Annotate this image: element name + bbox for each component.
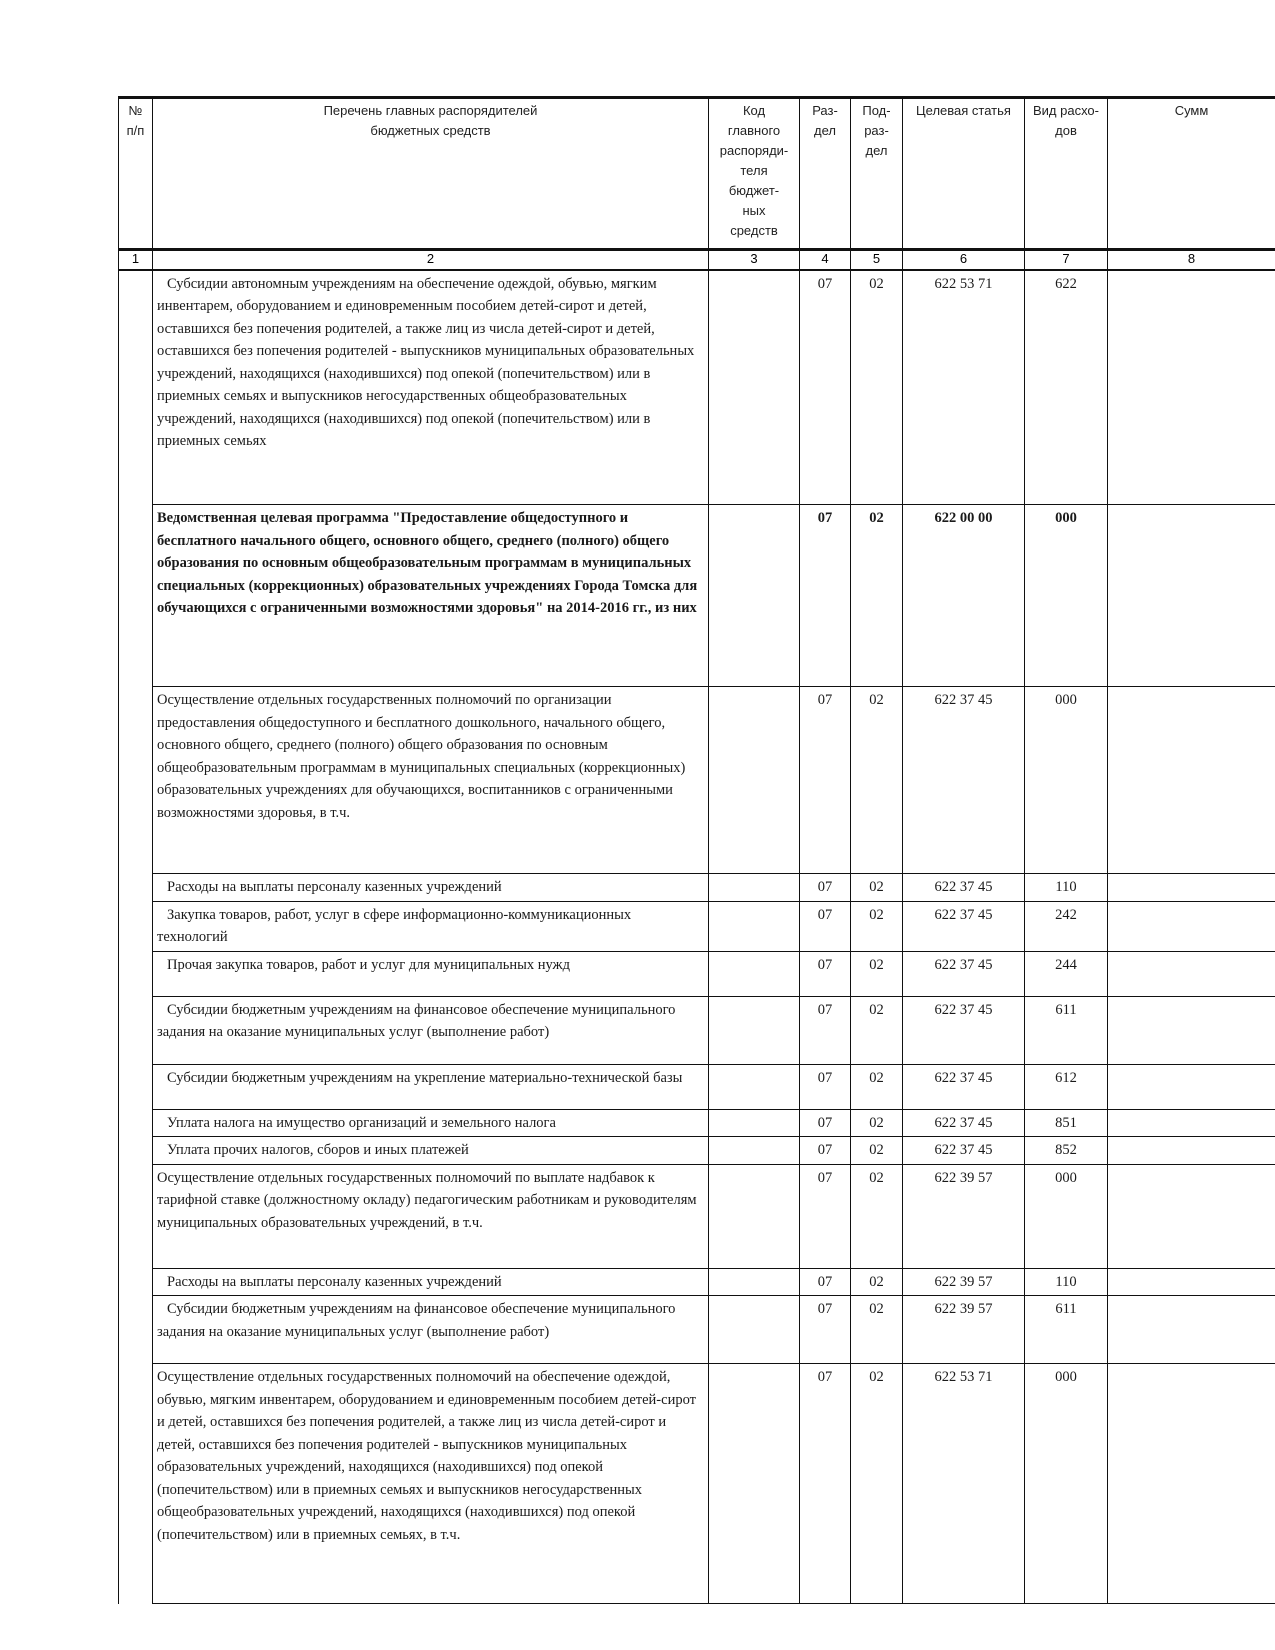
row-description: Уплата налога на имущество организаций и земельного налога — [153, 1109, 709, 1137]
row-number-cell — [119, 1109, 153, 1137]
row-target-article: 622 37 45 — [903, 901, 1025, 951]
row-expense-type: 852 — [1025, 1137, 1108, 1165]
row-target-article: 622 37 45 — [903, 1137, 1025, 1165]
table-row — [119, 1064, 1275, 1109]
row-subsection: 02 — [851, 505, 903, 687]
row-number-cell — [119, 1164, 153, 1268]
row-subsection: 02 — [851, 270, 903, 505]
row-number-cell — [119, 1364, 153, 1604]
header-sum: Сумм — [1108, 98, 1275, 250]
row-expense-type: 110 — [1025, 1268, 1108, 1296]
row-expense-type: 242 — [1025, 901, 1108, 951]
row-number-cell — [119, 874, 153, 902]
row-subsection: 02 — [851, 1109, 903, 1137]
row-distributor-code — [709, 1164, 800, 1268]
row-distributor-code — [709, 1064, 800, 1109]
table-header-row — [119, 98, 1275, 250]
row-target-article: 622 37 45 — [903, 687, 1025, 874]
row-section: 07 — [800, 1268, 851, 1296]
row-description: Уплата прочих налогов, сборов и иных платежей — [153, 1137, 709, 1165]
row-distributor-code — [709, 901, 800, 951]
column-number: 6 — [903, 250, 1025, 270]
row-subsection: 02 — [851, 1064, 903, 1109]
row-section: 07 — [800, 1296, 851, 1364]
header-number: № п/п — [119, 98, 153, 250]
row-expense-type: 611 — [1025, 996, 1108, 1064]
row-distributor-code — [709, 270, 800, 505]
row-number-cell — [119, 951, 153, 996]
row-expense-type: 110 — [1025, 874, 1108, 902]
row-target-article: 622 39 57 — [903, 1268, 1025, 1296]
column-number-row — [119, 250, 1275, 270]
row-distributor-code — [709, 874, 800, 902]
row-target-article: 622 53 71 — [903, 270, 1025, 505]
row-sum — [1108, 270, 1275, 505]
row-description: Субсидии бюджетным учреждениям на укрепление материально-технической базы — [153, 1064, 709, 1109]
row-section: 07 — [800, 505, 851, 687]
row-description: Осуществление отдельных государственных полномочий на обеспечение одеждой, обувью, мягким инвентарем, оборудованием и единовременным пособием детей-сирот и детей, оставшихся без попечения родителей, а также лиц из числа детей-сирот и детей, оставшихся без попечения родителей - выпускников муниципальных образовательных учреждений, находящихся (находившихся) под опекой (попечительством) или в приемных семьях и выпускников негосударственных общеобразовательных учреждений, находящихся (находившихся) под опекой (попечительством) или в приемных семьях, в т.ч. — [153, 1364, 709, 1604]
column-number: 2 — [153, 250, 709, 270]
header-target-article: Целевая статья — [903, 98, 1025, 250]
row-expense-type: 622 — [1025, 270, 1108, 505]
row-description: Закупка товаров, работ, услуг в сфере информационно-коммуникационных технологий — [153, 901, 709, 951]
row-sum — [1108, 1137, 1275, 1165]
row-subsection: 02 — [851, 687, 903, 874]
row-section: 07 — [800, 1109, 851, 1137]
row-section: 07 — [800, 874, 851, 902]
row-subsection: 02 — [851, 996, 903, 1064]
row-expense-type: 000 — [1025, 1164, 1108, 1268]
row-target-article: 622 00 00 — [903, 505, 1025, 687]
row-sum — [1108, 1364, 1275, 1604]
row-target-article: 622 53 71 — [903, 1364, 1025, 1604]
row-number-cell — [119, 270, 153, 505]
row-description: Расходы на выплаты персоналу казенных учреждений — [153, 874, 709, 902]
row-expense-type: 612 — [1025, 1064, 1108, 1109]
row-section: 07 — [800, 687, 851, 874]
header-expense-type: Вид расхо- дов — [1025, 98, 1108, 250]
row-sum — [1108, 901, 1275, 951]
row-sum — [1108, 1268, 1275, 1296]
row-number-cell — [119, 687, 153, 874]
row-expense-type: 851 — [1025, 1109, 1108, 1137]
row-number-cell — [119, 505, 153, 687]
row-sum — [1108, 951, 1275, 996]
table-row — [119, 874, 1275, 902]
table-row — [119, 951, 1275, 996]
row-number-cell — [119, 1064, 153, 1109]
header-distributors: Перечень главных распорядителей бюджетных средств — [153, 98, 709, 250]
row-target-article: 622 37 45 — [903, 874, 1025, 902]
row-subsection: 02 — [851, 1164, 903, 1268]
header-section: Раз- дел — [800, 98, 851, 250]
row-distributor-code — [709, 505, 800, 687]
row-target-article: 622 37 45 — [903, 996, 1025, 1064]
row-expense-type: 244 — [1025, 951, 1108, 996]
row-section: 07 — [800, 901, 851, 951]
row-subsection: 02 — [851, 951, 903, 996]
row-distributor-code — [709, 951, 800, 996]
row-distributor-code — [709, 1137, 800, 1165]
row-sum — [1108, 1064, 1275, 1109]
row-target-article: 622 37 45 — [903, 1109, 1025, 1137]
row-section: 07 — [800, 1164, 851, 1268]
row-section: 07 — [800, 996, 851, 1064]
row-subsection: 02 — [851, 1296, 903, 1364]
row-sum — [1108, 1296, 1275, 1364]
row-subsection: 02 — [851, 1268, 903, 1296]
table-row — [119, 1137, 1275, 1165]
table-body — [119, 270, 1275, 1604]
row-description: Субсидии бюджетным учреждениям на финансовое обеспечение муниципального задания на оказание муниципальных услуг (выполнение работ) — [153, 996, 709, 1064]
row-description: Прочая закупка товаров, работ и услуг для муниципальных нужд — [153, 951, 709, 996]
row-sum — [1108, 1164, 1275, 1268]
row-section: 07 — [800, 1064, 851, 1109]
table-row — [119, 687, 1275, 874]
row-target-article: 622 37 45 — [903, 951, 1025, 996]
row-subsection: 02 — [851, 1364, 903, 1604]
row-distributor-code — [709, 996, 800, 1064]
table-row — [119, 270, 1275, 505]
row-section: 07 — [800, 951, 851, 996]
row-expense-type: 000 — [1025, 687, 1108, 874]
table-row — [119, 1268, 1275, 1296]
row-sum — [1108, 874, 1275, 902]
table-row — [119, 1296, 1275, 1364]
row-number-cell — [119, 996, 153, 1064]
row-description: Ведомственная целевая программа "Предоставление общедоступного и бесплатного начального общего, основного общего, среднего (полного) общего образования по основным общеобразовательным программам в муниципальных специальных (коррекционных) образовательных учреждениях Города Томска для обучающихся с ограниченными возможностями здоровья" на 2014-2016 гг., из них — [153, 505, 709, 687]
budget-table — [118, 96, 1275, 1604]
table-row — [119, 996, 1275, 1064]
column-number: 1 — [119, 250, 153, 270]
table-row — [119, 901, 1275, 951]
column-number: 3 — [709, 250, 800, 270]
table-row — [119, 505, 1275, 687]
row-section: 07 — [800, 1364, 851, 1604]
row-distributor-code — [709, 1268, 800, 1296]
row-section: 07 — [800, 270, 851, 505]
row-section: 07 — [800, 1137, 851, 1165]
row-sum — [1108, 505, 1275, 687]
budget-table-page — [118, 96, 1275, 1604]
row-description: Субсидии бюджетным учреждениям на финансовое обеспечение муниципального задания на оказание муниципальных услуг (выполнение работ) — [153, 1296, 709, 1364]
row-distributor-code — [709, 1109, 800, 1137]
row-expense-type: 611 — [1025, 1296, 1108, 1364]
row-subsection: 02 — [851, 1137, 903, 1165]
table-row — [119, 1364, 1275, 1604]
row-sum — [1108, 1109, 1275, 1137]
column-number: 5 — [851, 250, 903, 270]
column-number: 4 — [800, 250, 851, 270]
row-sum — [1108, 996, 1275, 1064]
row-target-article: 622 37 45 — [903, 1064, 1025, 1109]
row-expense-type: 000 — [1025, 505, 1108, 687]
row-expense-type: 000 — [1025, 1364, 1108, 1604]
column-number: 8 — [1108, 250, 1275, 270]
row-number-cell — [119, 901, 153, 951]
row-target-article: 622 39 57 — [903, 1164, 1025, 1268]
row-description: Осуществление отдельных государственных полномочий по организации предоставления общедоступного и бесплатного дошкольного, начального общего, основного общего, среднего (полного) общего образования по основным общеобразовательным программам в муниципальных специальных (коррекционных) образовательных учреждениях для обучающихся, воспитанников с ограниченными возможностями здоровья, в т.ч. — [153, 687, 709, 874]
column-number: 7 — [1025, 250, 1108, 270]
row-subsection: 02 — [851, 901, 903, 951]
row-number-cell — [119, 1296, 153, 1364]
row-number-cell — [119, 1137, 153, 1165]
row-description: Субсидии автономным учреждениям на обеспечение одеждой, обувью, мягким инвентарем, оборудованием и единовременным пособием детей-сирот и детей, оставшихся без попечения родителей, а также лиц из числа детей-сирот и детей, оставшихся без попечения родителей - выпускников муниципальных образовательных учреждений, находящихся (находившихся) под опекой (попечительством) или в приемных семьях и выпускников негосударственных общеобразовательных учреждений, находящихся (находившихся) под опекой (попечительством) или в приемных семьях — [153, 270, 709, 505]
row-distributor-code — [709, 1296, 800, 1364]
row-target-article: 622 39 57 — [903, 1296, 1025, 1364]
row-description: Расходы на выплаты персоналу казенных учреждений — [153, 1268, 709, 1296]
header-subsection: Под- раз- дел — [851, 98, 903, 250]
header-distributor-code: Код главного распоряди- теля бюджет- ных средств — [709, 98, 800, 250]
row-number-cell — [119, 1268, 153, 1296]
row-distributor-code — [709, 1364, 800, 1604]
row-distributor-code — [709, 687, 800, 874]
table-row — [119, 1109, 1275, 1137]
row-subsection: 02 — [851, 874, 903, 902]
row-description: Осуществление отдельных государственных полномочий по выплате надбавок к тарифной ставке (должностному окладу) педагогическим работникам и руководителям муниципальных образовательных учреждений, в т.ч. — [153, 1164, 709, 1268]
row-sum — [1108, 687, 1275, 874]
table-row — [119, 1164, 1275, 1268]
